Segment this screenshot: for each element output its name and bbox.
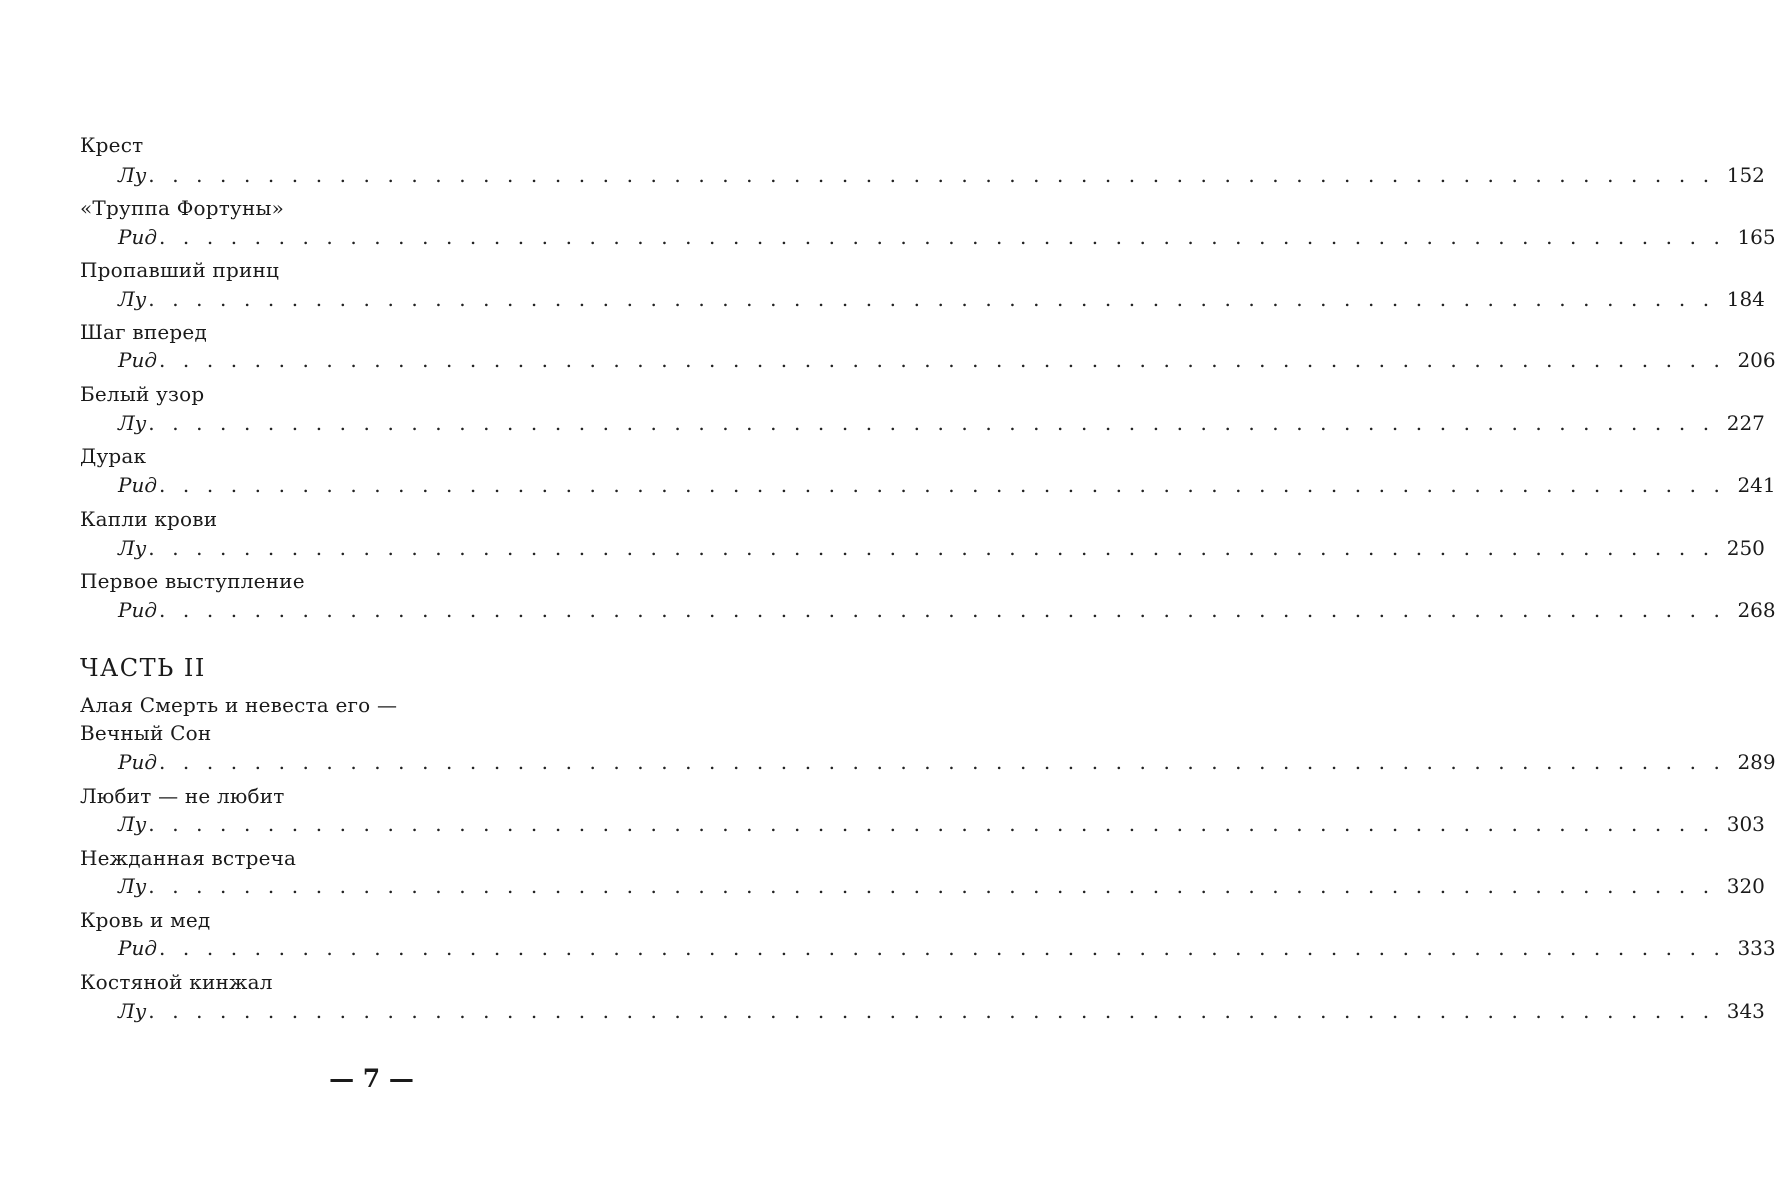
- part-heading: ЧАСТЬ II: [80, 654, 206, 682]
- entry-line: [80, 285, 1765, 313]
- entry-author: Лу: [118, 874, 147, 898]
- entry-title-continued: Вечный Сон: [80, 721, 212, 745]
- entry-title: «Труппа Фортуны»: [80, 196, 285, 220]
- entry-author: Рид: [118, 936, 158, 960]
- dot-leader: . . . . . . . . . . . . . . . . . . . . . . . . . . . . . . . . . . . . . . . . . . . . . . . . . . . . . . . . . . . . . . . . . .: [148, 812, 1715, 836]
- entry-title: Костяной кинжал: [80, 970, 273, 994]
- dot-leader: . . . . . . . . . . . . . . . . . . . . . . . . . . . . . . . . . . . . . . . . . . . . . . . . . . . . . . . . . . . . . . . . . .: [159, 598, 1726, 622]
- entry-author: Рид: [118, 473, 158, 497]
- entry-author: Лу: [118, 536, 147, 560]
- dot-leader: . . . . . . . . . . . . . . . . . . . . . . . . . . . . . . . . . . . . . . . . . . . . . . . . . . . . . . . . . . . . . . . . . .: [148, 411, 1715, 435]
- entry-title: Белый узор: [80, 382, 205, 406]
- entry-author: Рид: [118, 348, 158, 372]
- entry-line: [80, 934, 1776, 962]
- dot-leader: . . . . . . . . . . . . . . . . . . . . . . . . . . . . . . . . . . . . . . . . . . . . . . . . . . . . . . . . . . . . . . . . . .: [159, 750, 1726, 774]
- entry-line: [80, 471, 1776, 499]
- entry-title: Шаг вперед: [80, 320, 207, 344]
- entry-line: [80, 596, 1776, 624]
- entry-title: Пропавший принц: [80, 258, 280, 282]
- entry-author: Рид: [118, 750, 158, 774]
- dot-leader: . . . . . . . . . . . . . . . . . . . . . . . . . . . . . . . . . . . . . . . . . . . . . . . . . . . . . . . . . . . . . . . . . .: [148, 874, 1715, 898]
- entry-title: Первое выступление: [80, 569, 305, 593]
- entry-line: [80, 810, 1765, 838]
- entry-page-number: 241: [1737, 473, 1776, 497]
- entry-page-number: 250: [1726, 536, 1765, 560]
- entry-line: [80, 748, 1776, 776]
- entry-line: [80, 872, 1765, 900]
- entry-page-number: 289: [1737, 750, 1776, 774]
- entry-author: Лу: [118, 411, 147, 435]
- entry-page-number: 184: [1726, 287, 1765, 311]
- entry-title: Кровь и мед: [80, 908, 211, 932]
- entry-author: Лу: [118, 812, 147, 836]
- dot-leader: . . . . . . . . . . . . . . . . . . . . . . . . . . . . . . . . . . . . . . . . . . . . . . . . . . . . . . . . . . . . . . . . . .: [159, 473, 1726, 497]
- entry-page-number: 320: [1726, 874, 1765, 898]
- entry-page-number: 268: [1737, 598, 1776, 622]
- entry-title: Крест: [80, 133, 144, 157]
- entry-author: Лу: [118, 999, 147, 1023]
- page-number-folio: — 7 —: [329, 1064, 414, 1093]
- entry-title: Алая Смерть и невеста его —: [80, 693, 398, 717]
- dot-leader: . . . . . . . . . . . . . . . . . . . . . . . . . . . . . . . . . . . . . . . . . . . . . . . . . . . . . . . . . . . . . . . . . .: [148, 999, 1715, 1023]
- dot-leader: . . . . . . . . . . . . . . . . . . . . . . . . . . . . . . . . . . . . . . . . . . . . . . . . . . . . . . . . . . . . . . . . . .: [148, 287, 1715, 311]
- entry-line: [80, 997, 1765, 1025]
- dot-leader: . . . . . . . . . . . . . . . . . . . . . . . . . . . . . . . . . . . . . . . . . . . . . . . . . . . . . . . . . . . . . . . . . .: [148, 163, 1715, 187]
- entry-line: [80, 346, 1776, 374]
- entry-page-number: 227: [1726, 411, 1765, 435]
- dot-leader: . . . . . . . . . . . . . . . . . . . . . . . . . . . . . . . . . . . . . . . . . . . . . . . . . . . . . . . . . . . . . . . . . .: [159, 936, 1726, 960]
- entry-author: Лу: [118, 287, 147, 311]
- entry-line: [80, 223, 1776, 251]
- entry-author: Рид: [118, 225, 158, 249]
- entry-page-number: 152: [1726, 163, 1765, 187]
- entry-title: Любит — не любит: [80, 784, 285, 808]
- entry-author: Лу: [118, 163, 147, 187]
- entry-line: [80, 534, 1765, 562]
- entry-page-number: 333: [1737, 936, 1776, 960]
- entry-page-number: 206: [1737, 348, 1776, 372]
- entry-title: Дурак: [80, 444, 147, 468]
- dot-leader: . . . . . . . . . . . . . . . . . . . . . . . . . . . . . . . . . . . . . . . . . . . . . . . . . . . . . . . . . . . . . . . . . .: [159, 348, 1726, 372]
- entry-page-number: 303: [1726, 812, 1765, 836]
- entry-line: [80, 409, 1765, 437]
- dot-leader: . . . . . . . . . . . . . . . . . . . . . . . . . . . . . . . . . . . . . . . . . . . . . . . . . . . . . . . . . . . . . . . . . .: [159, 225, 1726, 249]
- entry-page-number: 165: [1737, 225, 1776, 249]
- entry-title: Нежданная встреча: [80, 846, 297, 870]
- entry-line: [80, 161, 1765, 189]
- entry-page-number: 343: [1726, 999, 1765, 1023]
- entry-author: Рид: [118, 598, 158, 622]
- entry-title: Капли крови: [80, 507, 218, 531]
- dot-leader: . . . . . . . . . . . . . . . . . . . . . . . . . . . . . . . . . . . . . . . . . . . . . . . . . . . . . . . . . . . . . . . . . .: [148, 536, 1715, 560]
